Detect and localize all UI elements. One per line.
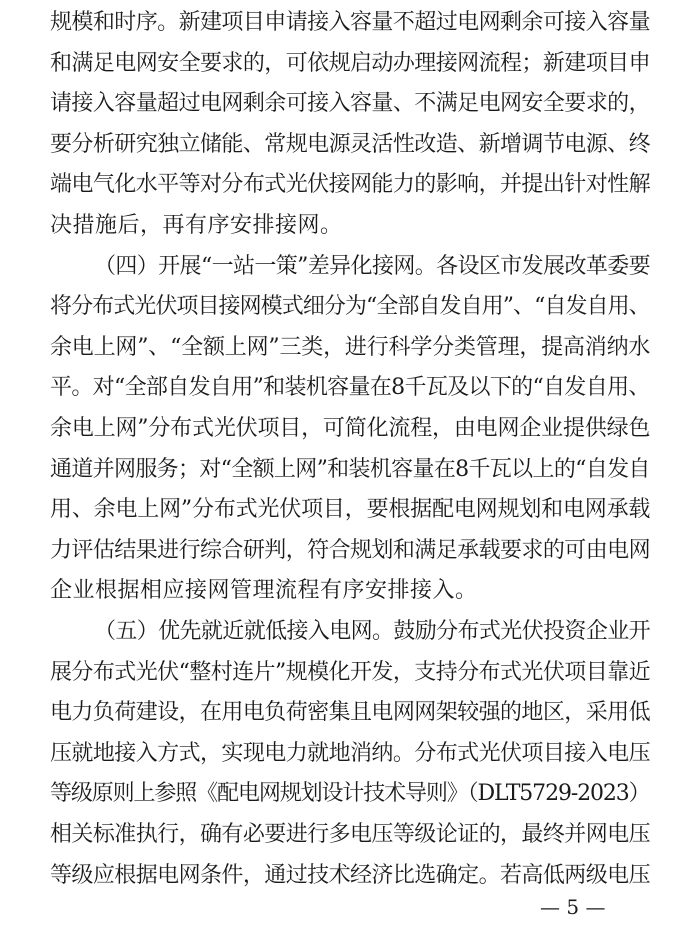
paragraph-3-line-3: 电力负荷建设，在用电负荷密集且电网网架较强的地区，采用低 (50, 700, 651, 726)
paragraph-1-line-6: 决措施后，再有序安排接网。 (50, 213, 343, 238)
paragraph-1-line-5: 端电气化水平等对分布式光伏接网能力的影响，并提出针对性解 (50, 172, 651, 198)
paragraph-2-line-9: 企业根据相应接网管理流程有序安排接入。 (50, 578, 478, 604)
paragraph-2-line-2: 将分布式光伏项目接网模式细分为“全部自发自用”、“自发自用、 (50, 294, 650, 320)
paragraph-2-line-6: 通道并网服务；对“全额上网”和装机容量在8千瓦以上的“自发自 (50, 456, 650, 482)
paragraph-1-line-4: 要分析研究独立储能、常规电源灵活性改造、新增调节电源、终 (50, 131, 651, 157)
paragraph-2-line-7: 用、余电上网”分布式光伏项目，要根据配电网规划和电网承载 (50, 497, 651, 523)
paragraph-3-line-2: 展分布式光伏“整村连片”规模化开发，支持分布式光伏项目靠近 (50, 659, 650, 685)
paragraph-1-line-3: 请接入容量超过电网剩余可接入容量、不满足电网安全要求的， (50, 91, 651, 117)
paragraph-3-line-6: 相关标准执行，确有必要进行多电压等级论证的，最终并网电压 (50, 822, 651, 847)
paragraph-2-line-1: （四）开展“一站一策”差异化接网。各设区市发展改革委要 (94, 253, 650, 279)
paragraph-2-line-8: 力评估结果进行综合研判，符合规划和满足承载要求的可由电网 (50, 537, 651, 563)
page-number: — 5 — (540, 895, 606, 919)
paragraph-2-line-5: 余电上网”分布式光伏项目，可简化流程，由电网企业提供绿色 (50, 416, 651, 441)
paragraph-1-line-1: 规模和时序。新建项目申请接入容量不超过电网剩余可接入容量 (50, 10, 651, 35)
paragraph-3-line-1: （五）优先就近就低接入电网。鼓励分布式光伏投资企业开 (94, 619, 651, 644)
paragraph-3-line-5: 等级原则上参照《配电网规划设计技术导则》（DLT5729-2023） (50, 781, 650, 807)
paragraph-2-line-4: 平。对“全部自发自用”和装机容量在8千瓦及以下的“自发自用、 (50, 375, 650, 401)
paragraph-3-line-7: 等级应根据电网条件，通过技术经济比选确定。若高低两级电压 (50, 862, 651, 888)
paragraph-3-line-4: 压就地接入方式，实现电力就地消纳。分布式光伏项目接入电压 (50, 740, 651, 766)
paragraph-2-line-3: 余电上网”、“全额上网”三类，进行科学分类管理，提高消纳水 (50, 334, 651, 360)
paragraph-1-line-2: 和满足电网安全要求的，可依规启动办理接网流程；新建项目申 (50, 50, 651, 76)
